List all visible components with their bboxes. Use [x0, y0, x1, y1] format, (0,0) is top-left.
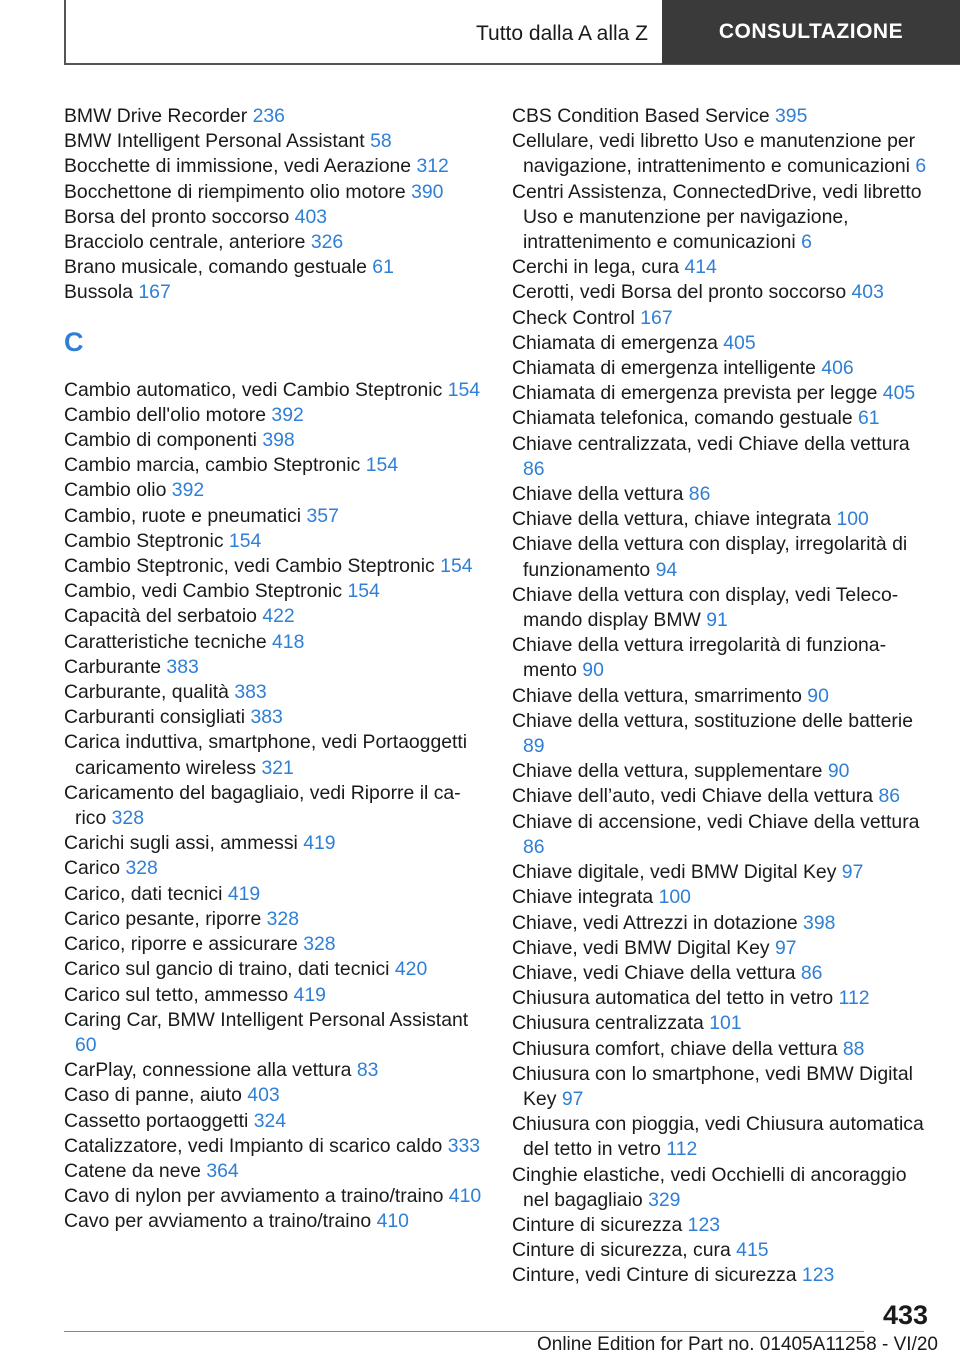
index-entry [512, 810, 932, 860]
index-entry-term: Carburante, qualità [64, 681, 229, 704]
index-entry [64, 730, 484, 780]
index-entry [64, 554, 484, 579]
index-entry [64, 882, 484, 907]
index-page-link[interactable]: 89 [523, 735, 545, 758]
index-entry-term: Centri Assistenza, ConnectedDrive, vedi libretto Uso e manutenzione per navigazione, intrattenimento e comunicazioni [512, 180, 922, 254]
index-entry [512, 1163, 932, 1213]
index-entry [64, 1083, 484, 1108]
index-entry [64, 504, 484, 529]
index-page-link[interactable]: 419 [293, 983, 326, 1006]
index-entry-term: Chiave della vettura [512, 483, 684, 506]
index-entry-term: BMW Drive Recorder [64, 105, 248, 127]
index-page-link[interactable]: 154 [365, 454, 399, 477]
index-column-right [512, 104, 932, 1289]
index-entry-term: Bocchette di immissione, vedi Aerazione [64, 155, 412, 178]
index-entry [512, 1238, 932, 1263]
index-entry [64, 205, 484, 230]
index-page-link[interactable]: 83 [356, 1059, 379, 1082]
index-entry [64, 705, 484, 730]
index-entry-term: Catene da neve [64, 1159, 201, 1182]
index-entry [64, 529, 484, 554]
index-page-link[interactable]: 383 [250, 706, 283, 729]
index-entry-term: Chiusura centralizzata [512, 1012, 704, 1035]
index-page-link[interactable]: 123 [801, 1264, 835, 1287]
index-entry-term: Cinture, vedi Cinture di sicurezza [512, 1264, 797, 1287]
index-page-link[interactable]: 97 [774, 936, 797, 959]
index-entry [64, 604, 484, 629]
index-entry-term: Cellulare, vedi libretto Uso e manutenzione per navigazione, intrattenimento e comunicazioni [512, 130, 916, 178]
index-entry-term: Cambio, vedi Cambio Steptronic [64, 580, 343, 603]
index-entry [64, 1134, 484, 1159]
index-page-link[interactable]: 86 [523, 835, 545, 858]
index-page-link[interactable]: 403 [851, 281, 884, 304]
index-entry-term: Capacità del serbatoio [64, 605, 257, 628]
index-entry-term: Cavo per avviamento a traino/traino [64, 1210, 372, 1233]
index-column-left [64, 104, 484, 1235]
index-entry-term: Cinture di sicurezza [512, 1213, 683, 1236]
index-entry-term: Chiamata di emergenza prevista per legge [512, 382, 878, 405]
index-entry [512, 1011, 932, 1036]
index-entry [512, 583, 932, 633]
index-entry-term: Chiave, vedi Attrezzi in dotazione [512, 911, 798, 934]
index-entry-term: Cambio automatico, vedi Cambio Steptronic [64, 378, 443, 401]
index-page-link[interactable]: 154 [228, 529, 262, 552]
index-page-link[interactable]: 90 [807, 684, 829, 707]
index-page-link[interactable]: 90 [827, 760, 850, 783]
index-entry-term: Chiave della vettura, sostituzione delle batterie [512, 709, 913, 732]
index-entry [512, 381, 932, 406]
index-entry [64, 932, 484, 957]
index-entry [64, 230, 484, 255]
index-entry-term: Carico sul tetto, ammesso [64, 983, 289, 1006]
index-entry [64, 655, 484, 680]
index-entry [64, 1109, 484, 1134]
index-entry-term: Cavo di nylon per avviamento a traino/traino [64, 1185, 444, 1208]
index-entry [64, 180, 484, 205]
index-entry-term: Borsa del pronto soccorso [64, 205, 290, 228]
index-entry-term: Bocchettone di riempimento olio motore [64, 180, 406, 203]
index-entry-term: Chiave della vettura, smarrimento [512, 684, 802, 707]
index-entry [512, 633, 932, 683]
index-page-link[interactable]: 383 [234, 681, 267, 704]
index-entry [512, 684, 932, 709]
index-page-link[interactable]: 123 [687, 1213, 721, 1236]
index-page-link[interactable]: 357 [306, 504, 339, 527]
index-entry [512, 1037, 932, 1062]
index-entry [64, 630, 484, 655]
index-entry-term: Bussola [64, 281, 133, 304]
index-page-link[interactable]: 328 [266, 907, 299, 930]
index-page-link[interactable]: 422 [262, 605, 295, 628]
index-entry-term: Chiave della vettura con display, vedi Telecomando display BMW [512, 583, 899, 632]
index-page-link[interactable]: 420 [394, 958, 428, 981]
index-page-link[interactable]: 410 [448, 1185, 482, 1208]
index-entry-term: Chiusura con lo smartphone, vedi BMW Digital Key [512, 1062, 913, 1110]
index-entry-term: Caratteristiche tecniche [64, 630, 267, 653]
index-entry [512, 936, 932, 961]
index-entry-term: Carico sul gancio di traino, dati tecnici [64, 958, 390, 981]
index-entry [64, 453, 484, 478]
index-entry [512, 356, 932, 381]
index-entry [512, 709, 932, 759]
index-entry [64, 378, 484, 403]
index-entry-term: Cambio Steptronic [64, 529, 224, 552]
index-entry-term: Cambio marcia, cambio Steptronic [64, 454, 361, 477]
index-page-link[interactable]: 328 [125, 857, 158, 880]
index-entry [64, 403, 484, 428]
index-entry-term: Cassetto portaoggetti [64, 1109, 249, 1132]
index-page-link[interactable]: 392 [271, 403, 304, 426]
index-entry [512, 1213, 932, 1238]
index-entry [64, 680, 484, 705]
index-entry-term: Cerchi in lega, cura [512, 256, 680, 279]
index-entry-term: Chiave della vettura irregolarità di funzionamento [512, 634, 887, 682]
page-number: 433 [882, 1300, 928, 1330]
index-page-link[interactable]: 86 [688, 483, 711, 506]
index-entry [512, 180, 932, 256]
index-entry-term: Chiusura con pioggia, vedi Chiusura automatica del tetto in vetro [512, 1113, 924, 1161]
index-page-link[interactable]: 326 [310, 231, 344, 254]
index-page-link[interactable]: 415 [736, 1239, 769, 1262]
index-page-link[interactable]: 419 [227, 882, 261, 905]
index-entry [512, 885, 932, 910]
index-page-link[interactable]: 60 [75, 1033, 97, 1056]
footer-edition: Online Edition for Part no. 01405A11258 - VI/20 [536, 1334, 938, 1355]
index-entry [64, 957, 484, 982]
index-page-link[interactable]: 154 [440, 555, 473, 578]
index-entry-term: Chiave centralizzata, vedi Chiave della vettura [512, 432, 910, 455]
index-entry [64, 1159, 484, 1184]
index-entry [512, 759, 932, 784]
index-entry-term: Chiave integrata [512, 886, 654, 909]
index-entry [512, 306, 932, 331]
index-entry-term: Caricamento del bagagliaio, vedi Riporre il carico [64, 781, 461, 830]
index-entry-term: Chiave di accensione, vedi Chiave della vettura [512, 810, 920, 833]
index-page-link[interactable]: 86 [800, 961, 823, 984]
index-page-link[interactable]: 392 [171, 479, 205, 502]
index-entry-term: CarPlay, connessione alla vettura [64, 1059, 352, 1082]
index-page-link[interactable]: 405 [882, 382, 916, 405]
index-page-link[interactable]: 90 [582, 659, 604, 682]
index-entry-term: Brano musicale, comando gestuale [64, 256, 367, 279]
index-entry [64, 831, 484, 856]
index-page-link[interactable]: 100 [836, 508, 869, 531]
index-entry [512, 532, 932, 582]
index-entry-term: Check Control [512, 306, 635, 329]
index-entry-term: Catalizzatore, vedi Impianto di scarico caldo [64, 1134, 443, 1157]
index-entry [64, 907, 484, 932]
index-page-link[interactable]: 395 [775, 105, 808, 127]
index-entry-term: Chiusura automatica del tetto in vetro [512, 987, 834, 1010]
index-entry-term: Carico [64, 857, 121, 880]
footer-rule [64, 1331, 864, 1332]
index-entry-term: Cambio dell'olio motore [64, 403, 267, 426]
index-entry-term: Chiave digitale, vedi BMW Digital Key [512, 861, 837, 884]
index-page-link[interactable]: 112 [838, 987, 870, 1010]
index-page-link[interactable]: 61 [858, 407, 880, 430]
index-entry-term: Chiave dell’auto, vedi Chiave della vettura [512, 785, 874, 808]
index-page-link[interactable]: 398 [262, 429, 295, 452]
index-page-link[interactable]: 86 [878, 785, 901, 808]
index-entry-term: Chiamata telefonica, comando gestuale [512, 407, 853, 430]
index-entry-term: Cambio, ruote e pneumatici [64, 504, 302, 527]
index-page-link[interactable]: 419 [303, 832, 336, 855]
index-page-link[interactable]: 390 [411, 180, 444, 203]
index-entry-term: Chiusura comfort, chiave della vettura [512, 1037, 838, 1060]
header-left-tick [64, 0, 66, 64]
index-entry-term: Chiave della vettura con display, irregolarità di funzionamento [512, 533, 908, 581]
index-page-link[interactable]: 324 [253, 1109, 287, 1132]
index-page-link[interactable]: 321 [261, 756, 294, 779]
index-entry [64, 255, 484, 280]
index-page-link[interactable]: 236 [252, 105, 285, 127]
index-page-link[interactable]: 383 [166, 655, 199, 678]
index-page-link[interactable]: 167 [138, 281, 171, 304]
index-entry-term: Cambio di componenti [64, 429, 257, 452]
index-entry-term: Chiave, vedi BMW Digital Key [512, 936, 770, 959]
index-entry [64, 104, 484, 129]
index-entry [64, 983, 484, 1008]
index-page-link[interactable]: 154 [447, 378, 481, 401]
index-page-link[interactable]: 101 [709, 1012, 742, 1035]
index-entry-term: Carichi sugli assi, ammessi [64, 832, 298, 855]
index-page-link[interactable]: 94 [655, 558, 678, 581]
index-entry-term: Caring Car, BMW Intelligent Personal Assistant [64, 1008, 469, 1031]
index-page-link[interactable]: 403 [247, 1084, 280, 1107]
index-entry [512, 507, 932, 532]
index-page-link[interactable]: 97 [841, 861, 864, 884]
index-page-link[interactable]: 91 [706, 609, 728, 632]
index-letter-heading: C [64, 326, 84, 357]
index-page-link[interactable]: 405 [723, 331, 756, 354]
index-page-link[interactable]: 61 [372, 256, 394, 279]
index-entry [64, 129, 484, 154]
index-entry-term: Cinture di sicurezza, cura [512, 1239, 731, 1262]
index-page-link[interactable]: 333 [447, 1134, 481, 1157]
index-entry-term: CBS Condition Based Service [512, 105, 770, 127]
index-entry [64, 154, 484, 179]
index-entry [64, 478, 484, 503]
index-entry [512, 104, 932, 129]
index-entry-term: Carica induttiva, smartphone, vedi Portaoggetti caricamento wireless [64, 731, 468, 779]
index-entry [512, 255, 932, 280]
index-entry-term: Caso di panne, aiuto [64, 1084, 242, 1107]
index-entry [64, 1184, 484, 1209]
index-page-link[interactable]: 312 [416, 155, 449, 178]
index-entry-term: Carico pesante, riporre [64, 907, 262, 930]
index-page-link[interactable]: 328 [111, 807, 144, 830]
index-entry [512, 911, 932, 936]
index-page-link[interactable]: 398 [803, 911, 836, 934]
index-entry [512, 129, 932, 179]
header-section-title: Tutto dalla A alla Z [476, 22, 648, 45]
index-page-link[interactable]: 6 [801, 231, 812, 254]
index-entry [64, 280, 484, 305]
index-entry-term: Cambio olio [64, 479, 167, 502]
index-entry [512, 1263, 932, 1288]
index-entry [512, 406, 932, 431]
index-page-link[interactable]: 403 [294, 205, 328, 228]
index-entry [64, 781, 484, 831]
index-entry-term: Cambio Steptronic, vedi Cambio Steptronic [64, 555, 435, 578]
index-entry [512, 784, 932, 809]
index-entry-term: Chiamata di emergenza [512, 331, 718, 354]
index-entry [512, 482, 932, 507]
index-entry [64, 428, 484, 453]
index-entry-term: Cerotti, vedi Borsa del pronto soccorso [512, 281, 847, 304]
index-entry-term: Carico, dati tecnici [64, 882, 223, 905]
index-page-link[interactable]: 88 [842, 1037, 865, 1060]
index-page-link[interactable]: 414 [684, 256, 717, 279]
index-entry-term: Chiave della vettura, supplementare [512, 760, 823, 783]
index-entry-term: BMW Intelligent Personal Assistant [64, 130, 365, 153]
index-page-link[interactable]: 100 [658, 886, 691, 909]
index-page-link[interactable]: 364 [206, 1159, 239, 1182]
header-chapter-tab: CONSULTAZIONE [662, 0, 960, 64]
index-entry [512, 280, 932, 305]
index-entry-term: Carico, riporre e assicurare [64, 933, 298, 956]
index-entry-term: Chiamata di emergenza intelligente [512, 357, 816, 380]
index-entry [64, 579, 484, 604]
index-entry [64, 1058, 484, 1083]
index-page-link[interactable]: 6 [915, 155, 927, 178]
index-page-link[interactable]: 112 [666, 1138, 698, 1161]
index-entry [512, 961, 932, 986]
index-page-link[interactable]: 167 [640, 306, 673, 329]
index-entry-term: Chiave, vedi Chiave della vettura [512, 961, 796, 984]
index-entry-term: Bracciolo centrale, anteriore [64, 231, 306, 254]
index-entry [512, 860, 932, 885]
index-page-link[interactable]: 97 [561, 1087, 584, 1110]
index-entry-term: Cinghie elastiche, vedi Occhielli di ancoraggio nel bagagliaio [512, 1163, 907, 1211]
index-entry [64, 1209, 484, 1234]
index-page-link[interactable]: 328 [303, 933, 336, 956]
index-page-link[interactable]: 58 [370, 130, 392, 153]
index-entry [512, 1062, 932, 1112]
index-page-link[interactable]: 154 [347, 580, 380, 603]
index-entry [512, 1112, 932, 1162]
index-entry [512, 331, 932, 356]
index-entry [512, 432, 932, 482]
index-entry [64, 856, 484, 881]
index-page-link[interactable]: 418 [272, 630, 305, 653]
index-entry-term: Chiave della vettura, chiave integrata [512, 508, 832, 531]
index-entry-term: Carburanti consigliati [64, 706, 246, 729]
index-entry [512, 986, 932, 1011]
index-entry-term: Carburante [64, 655, 162, 678]
index-entry [64, 1008, 484, 1058]
index-page-link[interactable]: 329 [648, 1188, 681, 1211]
index-page-link[interactable]: 86 [523, 457, 545, 480]
index-page-link[interactable]: 406 [821, 357, 854, 380]
index-page-link[interactable]: 410 [376, 1210, 409, 1233]
